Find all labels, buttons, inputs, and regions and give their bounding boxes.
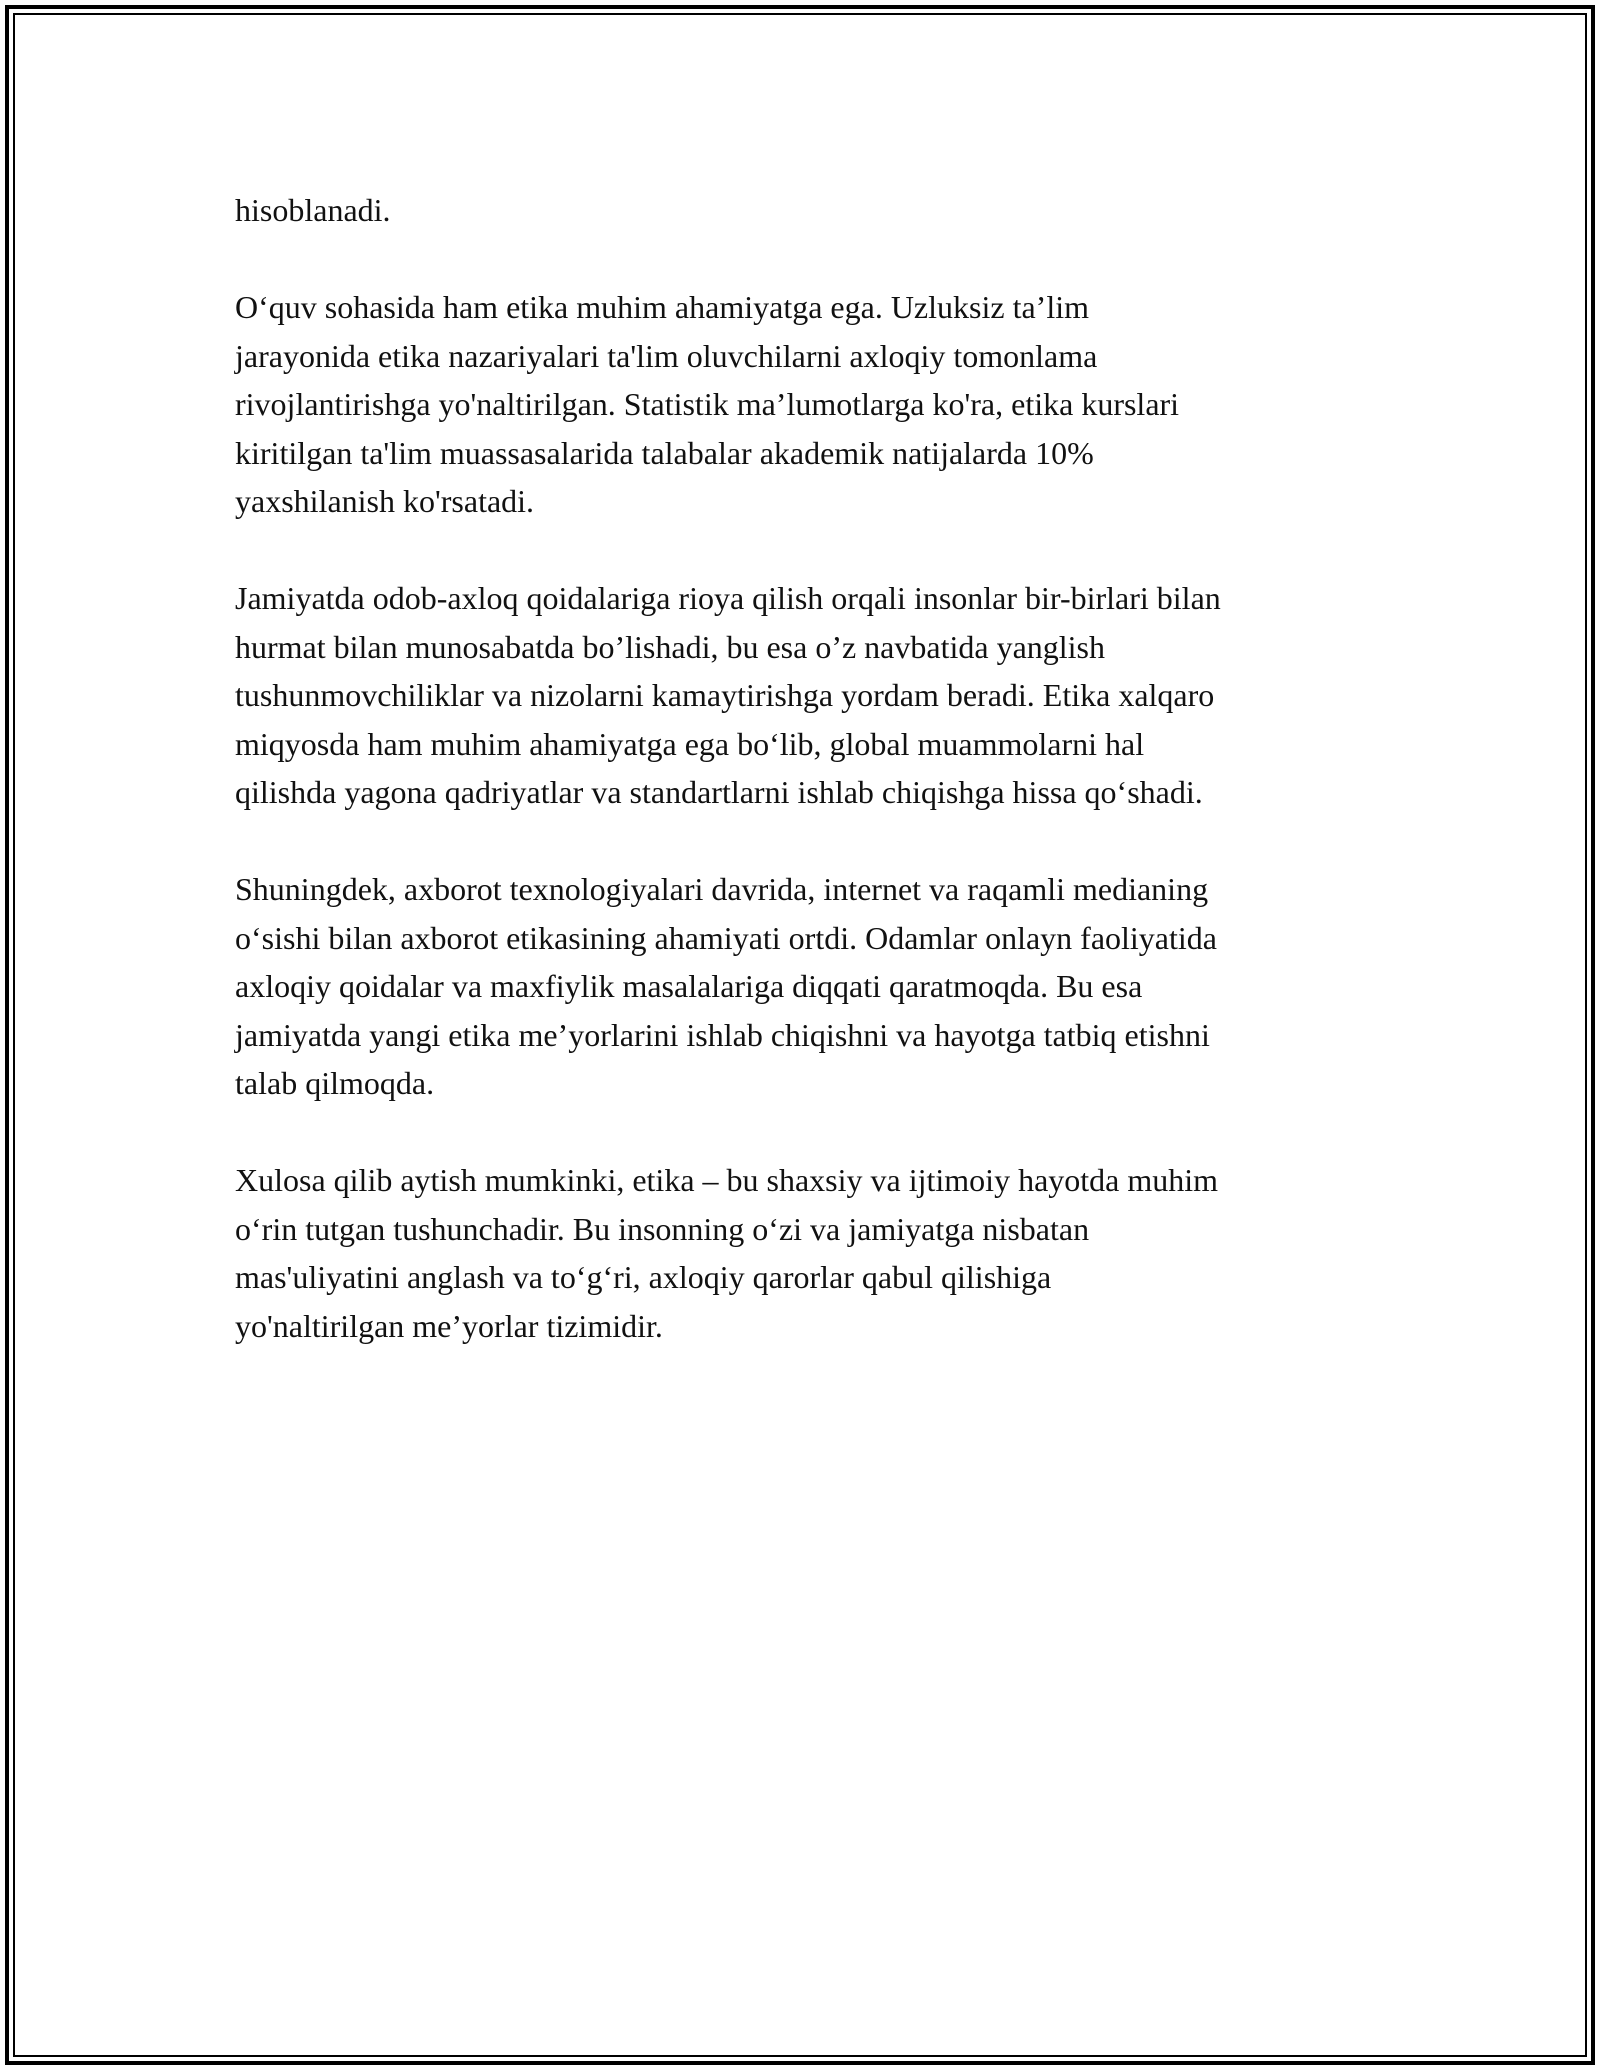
text-line: miqyosda ham muhim ahamiyatga ega bo‘lib, global muammolarni hal — [235, 725, 1145, 762]
text-line: hurmat bilan munosabatda bo’lishadi, bu esa o’z navbatida yanglish — [235, 628, 1105, 665]
text-line: O‘quv sohasida ham etika muhim ahamiyatga ega. Uzluksiz ta’lim — [235, 289, 1089, 325]
text-line: talab qilmoqda. — [235, 1065, 435, 1101]
paragraph-conclusion — [235, 1156, 1375, 1350]
document-body — [235, 186, 1375, 1399]
text-line: yo'naltirilgan me’yorlar tizimidir. — [235, 1307, 663, 1344]
text-line: axloqiy qoidalar va maxfiylik masalalariga diqqati qaratmoqda. Bu esa — [235, 968, 1143, 1004]
text-line: Shuningdek, axborot texnologiyalari davrida, internet va raqamli medianing — [235, 871, 1209, 907]
paragraph-continuation — [235, 186, 1375, 235]
text-line: hisoblanadi. — [235, 192, 391, 228]
text-line: o‘sishi bilan axborot etikasining ahamiyati ortdi. Odamlar onlayn faoliyatida — [235, 919, 1217, 956]
paragraph-education — [235, 283, 1375, 526]
text-line: rivojlantirishga yo'naltirilgan. Statistik ma’lumotlarga ko'ra, etika kurslari — [235, 386, 1180, 422]
text-line: jarayonida etika nazariyalari ta'lim oluvchilarni axloqiy tomonlama — [235, 337, 1098, 374]
paragraph-society — [235, 574, 1375, 817]
text-line: Jamiyatda odob-axloq qoidalariga rioya qilish orqali insonlar bir-birlari bilan — [235, 580, 1221, 616]
text-line: mas'uliyatini anglash va to‘g‘ri, axloqiy qarorlar qabul qilishiga — [235, 1259, 1052, 1295]
text-line: qilishda yagona qadriyatlar va standartlarni ishlab chiqishga hissa qo‘shadi. — [235, 774, 1203, 810]
text-line: jamiyatda yangi etika me’yorlarini ishlab chiqishni va hayotga tatbiq etishni — [235, 1016, 1210, 1053]
text-line: Xulosa qilib aytish mumkinki, etika – bu shaxsiy va ijtimoiy hayotda muhim — [235, 1162, 1219, 1198]
text-line: tushunmovchiliklar va nizolarni kamaytirishga yordam beradi. Etika xalqaro — [235, 677, 1215, 713]
paragraph-information-ethics — [235, 865, 1375, 1108]
text-line: kiritilgan ta'lim muassasalarida talabalar akademik natijalarda 10% — [235, 434, 1094, 471]
text-line: o‘rin tutgan tushunchadir. Bu insonning o‘zi va jamiyatga nisbatan — [235, 1210, 1090, 1247]
text-line: yaxshilanish ko'rsatadi. — [235, 483, 535, 519]
